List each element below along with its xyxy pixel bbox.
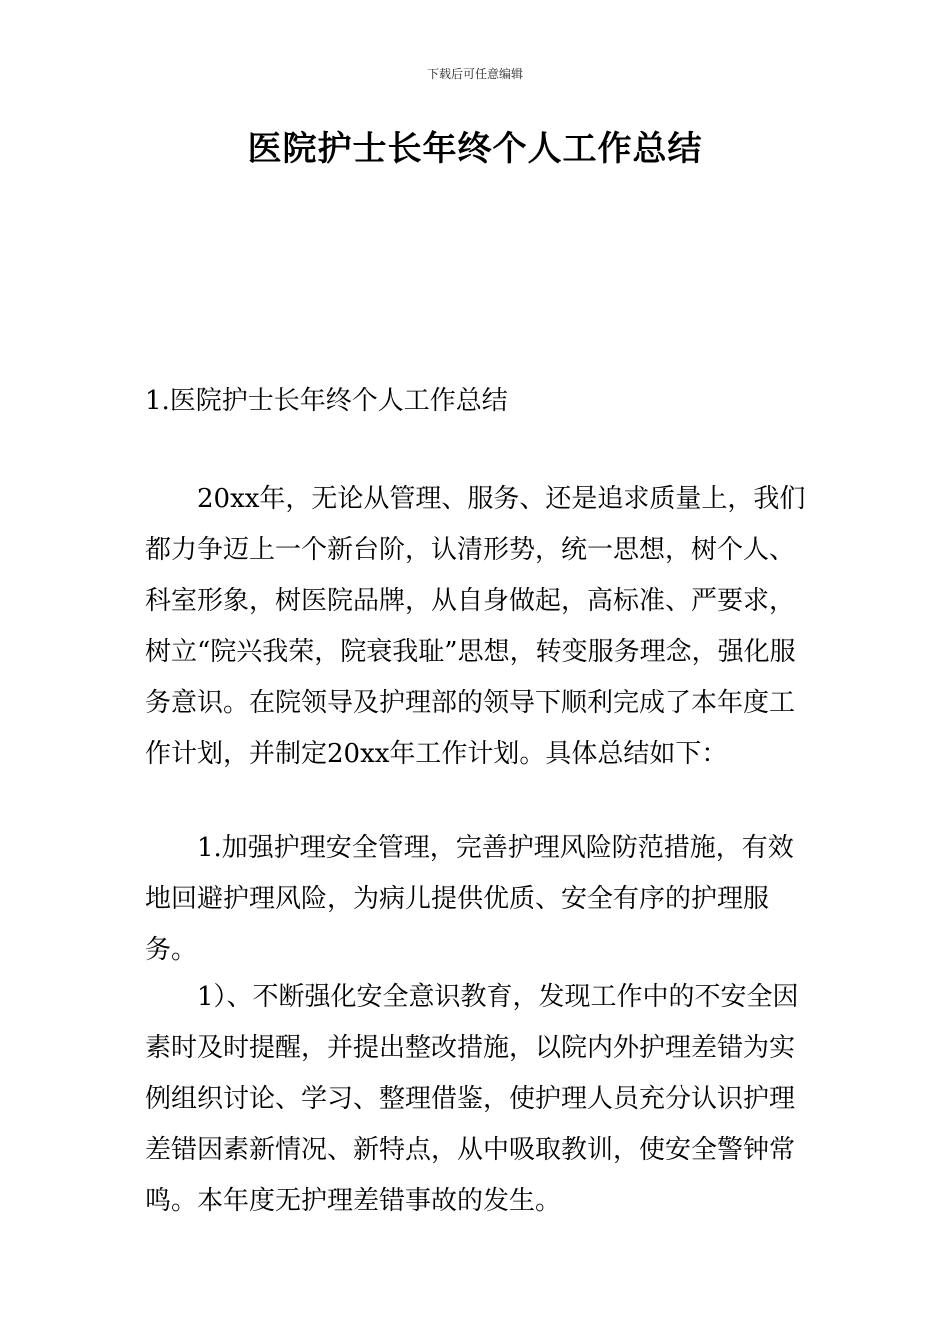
section-heading: 1.医院护士长年终个人工作总结	[145, 386, 508, 416]
document-title: 医院护士长年终个人工作总结	[247, 129, 703, 169]
header-note: 下载后可任意编辑	[426, 67, 523, 81]
paragraph-subpoint-1: 1）、不断强化安全意识教育，发现工作中的不安全因素时及时提醒，并提出整改措施，以院内外护理差错为实例组织讨论、学习、整理借鉴，使护理人员充分认识护理差错因素新情况、新特点，从中吸取教训，使安全警钟常鸣。本年度无护理差错事故的发生。	[145, 982, 799, 1216]
paragraph-point-1: 1.加强护理安全管理，完善护理风险防范措施，有效地回避护理风险，为病儿提供优质、安全有序的护理服务。	[145, 833, 794, 965]
paragraph-intro: 20xx年，无论从管理、服务、还是追求质量上，我们都力争迈上一个新台阶，认清形势，统一思想，树个人、科室形象，树医院品牌，从自身做起，高标准、严要求，树立“院兴我荣，院衰我耻”思想，转变服务理念，强化服务意识。在院领导及护理部的领导下顺利完成了本年度工作计划，并制定20xx年工作计划。具体总结如下：	[145, 484, 806, 769]
